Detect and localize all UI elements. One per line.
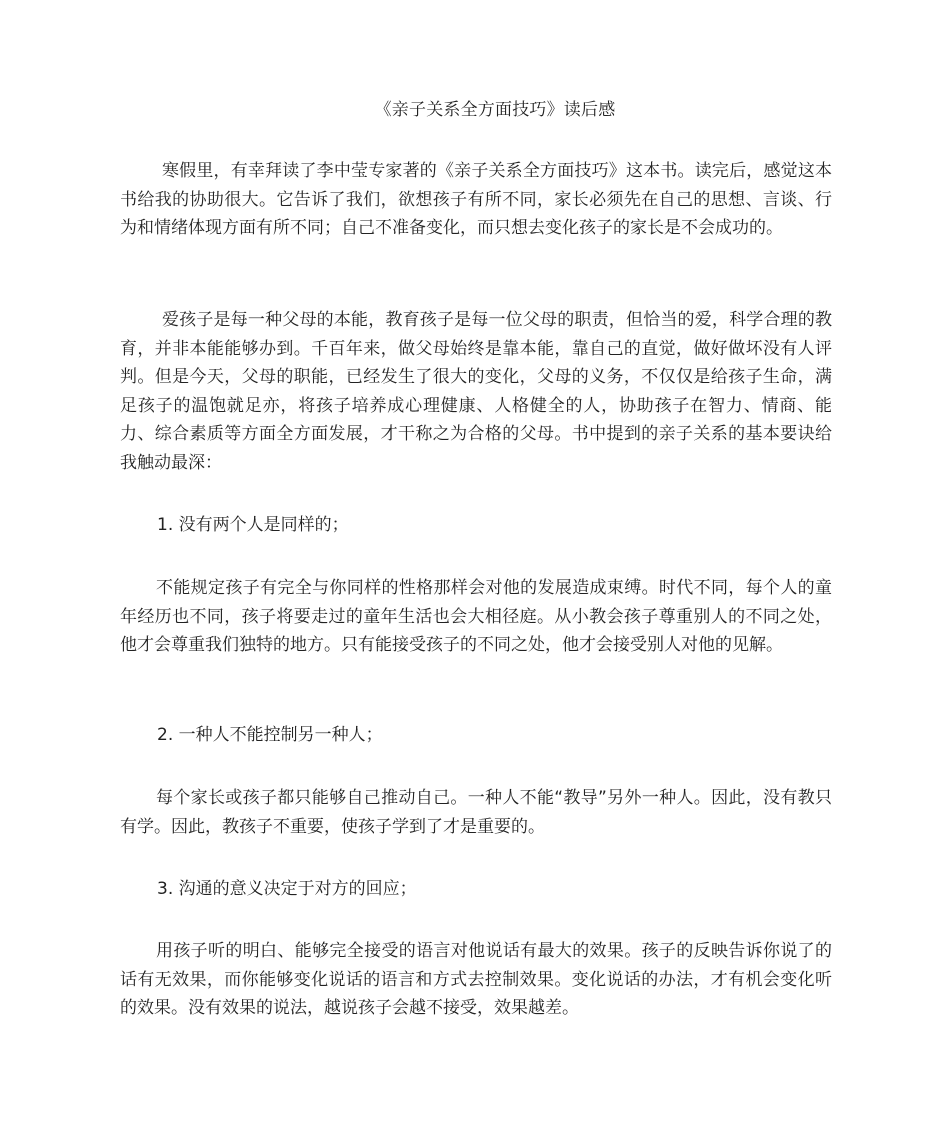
- point-1-heading: 1. 没有两个人是同样的；: [157, 515, 349, 535]
- document-title: 《亲子关系全方面技巧》读后感: [374, 100, 616, 120]
- body-paragraph: 爱孩子是每一种父母的本能，教育孩子是每一位父母的职责，但恰当的爱，科学合理的教育，并非本能能够办到。千百年来，做父母始终是靠本能，靠自己的直觉，做好做坏没有人评判。但是今天，父母的职能，已经发生了很大的变化，父母的义务，不仅仅是给孩子生命，满足孩子的温饱就足亦，将孩子培养成心理健康、人格健全的人，协助孩子在智力、情商、能力、综合素质等方面全方面发展，才干称之为合格的父母。书中提到的亲子关系的基本要诀给我触动最深：: [120, 310, 832, 473]
- point-2-heading: 2. 一种人不能控制另一种人；: [157, 725, 383, 745]
- point-1-body: 不能规定孩子有完全与你同样的性格那样会对他的发展造成束缚。时代不同，每个人的童年经历也不同，孩子将要走过的童年生活也会大相径庭。从小教会孩子尊重别人的不同之处，他才会尊重我们独特的地方。只有能接受孩子的不同之处，他才会接受别人对他的见解。: [120, 578, 832, 655]
- intro-paragraph: 寒假里，有幸拜读了李中莹专家著的《亲子关系全方面技巧》这本书。读完后，感觉这本书给我的协助很大。它告诉了我们，欲想孩子有所不同，家长必须先在自己的思想、言谈、行为和情绪体现方面有所不同；自己不准备变化，而只想去变化孩子的家长是不会成功的。: [120, 161, 832, 238]
- point-3-heading: 3. 沟通的意义决定于对方的回应；: [157, 879, 417, 899]
- point-3-body: 用孩子听的明白、能够完全接受的语言对他说话有最大的效果。孩子的反映告诉你说了的话有无效果，而你能够变化说话的语言和方式去控制效果。变化说话的办法，才有机会变化听的效果。没有效果的说法，越说孩子会越不接受，效果越差。: [120, 941, 832, 1018]
- point-2-body: 每个家长或孩子都只能够自己推动自己。一种人不能“教导”另外一种人。因此，没有教只有学。因此，教孩子不重要，使孩子学到了才是重要的。: [120, 788, 832, 837]
